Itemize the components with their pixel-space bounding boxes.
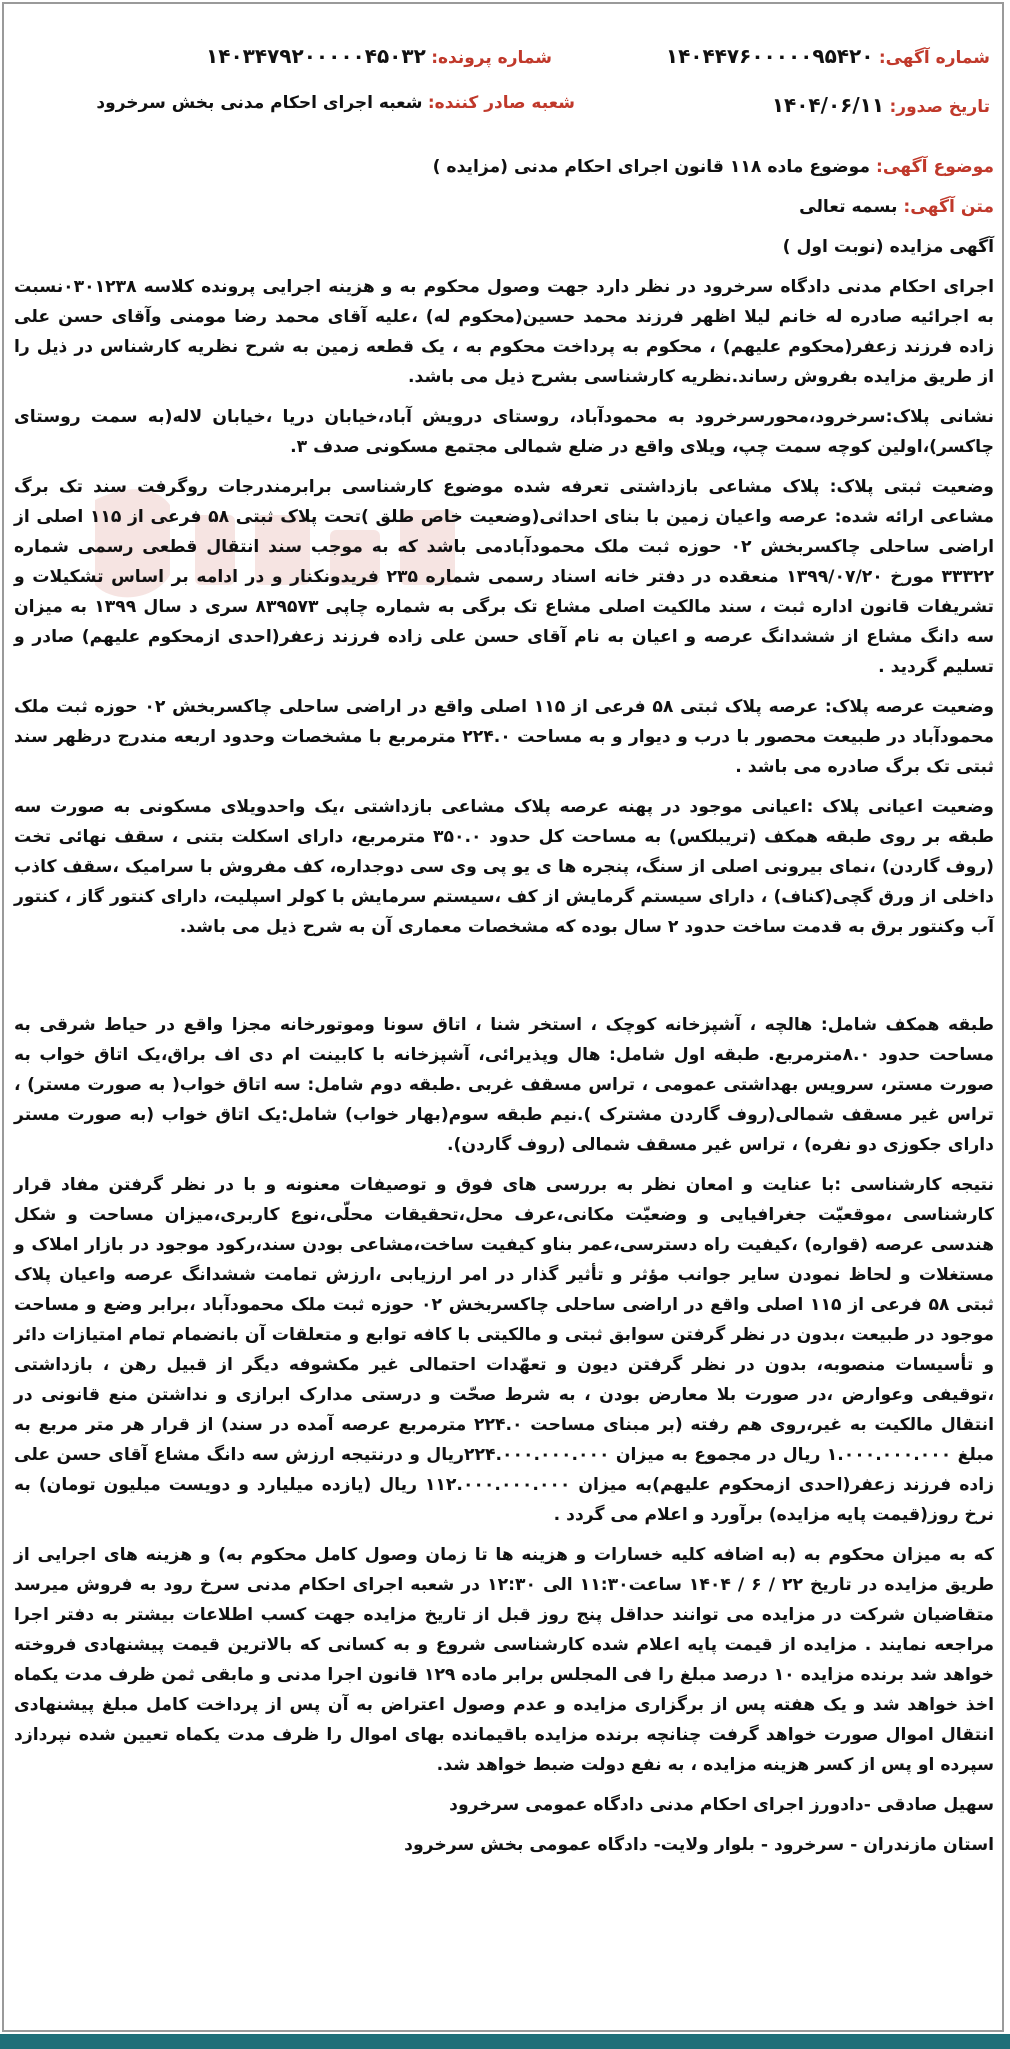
paragraph-registration-status: وضعیت ثبتی پلاک: پلاک مشاعی بازداشتی تعرفه شده موضوع کارشناسی برابرمندرجات روگرفت سند تک برگ مشاعی ارائه شده: عرصه واعیان زمین با بنای احداثی(وضعیت خاص طلق )تحت پلاک ثبتی ۵۸ فرعی از ۱۱۵ اصلی از اراضی ساحلی چاکسربخش ۰۲ حوزه ثبت ملک محمودآبادمی باشد که به موجب سند انتقال قطعی رسمی شماره ۳۳۳۲۲ مورخ ۱۳۹۹/۰۷/۲۰ منعقده در دفتر خانه اسناد رسمی شماره ۲۳۵ فریدونکنار و در ادامه بر اساس تشکیلات و تشریفات قانون اداره ثبت ، سند مالکیت اصلی مشاع تک برگی به شماره چاپی ۸۳۹۵۷۳ سری د سال ۱۳۹۹ به میزان سه دانگ مشاع از ششدانگ عرصه و اعیان به نام آقای حسن علی زاده فرزند زعفر(احدی ازمحکوم علیهم) صادر و تسلیم گردید . (14, 477, 995, 677)
issuer-value: شعبه اجرای احکام مدنی بخش سرخرود (96, 93, 423, 113)
ad-number-label: شماره آگهی: (878, 48, 990, 68)
paragraph-intro: اجرای احکام مدنی دادگاه سرخرود در نظر دارد جهت وصول محکوم به و هزینه اجرایی پرونده کلاسه ۰۳۰۱۲۳۸نسبت به اجرائیه صادره له خانم لیلا اظهر فرزند محمد حسین(محکوم له) ،علیه آقای محمد رضا مومنی وآقای حسن علی زاده فرزند زعفر(محکوم علیهم) ، محکوم به پرداخت محکوم به ، یک قطعه زمین به شرح نظریه کارشناس در ذیل را از طریق مزایده بفروش رساند.نظریه کارشناسی بشرح ذیل می باشد. (14, 277, 994, 387)
paragraph-building-status: وضعیت اعیانی پلاک :اعیانی موجود در پهنه عرصه پلاک مشاعی بازداشتی ،یک واحدویلای مسکونی به صورت سه طبقه بر روی طبقه همکف (تریبلکس) به مساحت کل حدود ۳۵۰.۰ مترمربع، دارای اسکلت بتنی ، سقف نهائی تخت (روف گاردن) ،نمای بیرونی اصلی از سنگ، پنجره ها ی یو پی وی سی دوجداره، کف مفروش با سرامیک ،سقف کاذب داخلی از ورق گچی(کناف) ، دارای سیستم گرمایش از کف ،سیستم سرمایش با کولر اسپلیت، دارای کنتور گاز ، کنتور آب وکنتور برق به قدمت ساخت حدود ۲ سال بوده که مشخصات معماری آن به شرح ذیل می باشد. (14, 797, 994, 937)
issuer-row (96, 93, 575, 113)
issue-date-row (772, 93, 990, 117)
paragraph-address: نشانی پلاک:سرخرود،محورسرخرود به محمودآباد، روستای درویش آباد،خیابان دریا ،خیابان لاله(به سمت روستای چاکسر)،اولین کوچه سمت چپ، ویلای واقع در ضلع شمالی مجتمع مسکونی صدف ۳. (14, 407, 994, 457)
paragraph-floors: طبقه همکف شامل: هالچه ، آشپزخانه کوچک ، استخر شنا ، اتاق سونا وموتورخانه مجزا واقع در حیاط شرقی به مساحت حدود ۸.۰مترمربع. طبقه اول شامل: هال وپذیرائی، آشپزخانه با کابینت ام دی اف براق،یک اتاق خواب به صورت مستر، سرویس بهداشتی عمومی ، تراس مسقف غربی .طبقه دوم شامل: سه اتاق خواب( به صورت مستر) ، تراس غیر مسقف شمالی(روف گاردن مشترک ).نیم طبقه سوم(بهار خواب) شامل:یک اتاق خواب (به صورت مستر دارای جکوزی دو نفره) ، تراس غیر مسقف شمالی (روف گاردن). (14, 1015, 995, 1155)
court-address: استان مازندران - سرخرود - بلوار ولایت- دادگاه عمومی بخش سرخرود (404, 1835, 994, 1855)
issuer-label: شعبه صادر کننده: (427, 93, 575, 113)
issue-date-value: ۱۴۰۴/۰۶/۱۱ (771, 93, 885, 117)
case-number-label: شماره پرونده: (431, 48, 552, 68)
issue-date-label: تاریخ صدور: (889, 97, 990, 117)
spacer (14, 952, 994, 1010)
body-label: متن آگهی: (903, 197, 994, 217)
paragraph-auction-terms: که به میزان محکوم به (به اضافه کلیه خسارات و هزینه ها تا زمان وصول کامل محکوم به) و هزینه های اجرایی از طریق مزایده در تاریخ ۲۲ / ۶ / ۱۴۰۴ ساعت۱۱:۳۰ الی ۱۲:۳۰ در شعبه اجرای احکام مدنی سرخ رود به فروش میرسد متقاضیان شرکت در مزایده می توانند حداقل پنج روز قبل از تاریخ مزایده جهت کسب اطلاعات بیشتر به دفتر اجرا مراجعه نمایند . مزایده از قیمت پایه اعلام شده کارشناسی شروع و به کسانی که بالاترین قیمت پیشنهادی فروخته خواهد شد برنده مزایده ۱۰ درصد مبلغ را فی المجلس برابر ماده ۱۲۹ قانون اجرا مدنی و مابقی ثمن ظرف مدت یکماه اخذ خواهد شد و یک هفته پس از برگزاری مزایده و عدم وصول اعتراض به آن پس از پرداخت کامل مبلغ پیشنهادی انتقال اموال صورت خواهد گرفت چنانچه برنده مزایده باقیمانده بهای اموال را ظرف مدت یکماه تعیین شده نپردازد سپرده او پس از کسر هزینه مزایده ، به نفع دولت ضبط خواهد شد. (14, 1545, 995, 1775)
ad-number-value: ۱۴۰۴۴۷۶۰۰۰۰۰۹۵۴۲۰ (665, 44, 874, 68)
subject-line (14, 152, 994, 182)
subject-value: موضوع ماده ۱۱۸ قانون اجرای احکام مدنی (مزایده ) (432, 157, 870, 177)
signature: سهیل صادقی -دادورز اجرای احکام مدنی دادگاه عمومی سرخرود (449, 1795, 994, 1815)
paragraph-expert-result: نتیجه کارشناسی :با عنایت و امعان نظر به بررسی های فوق و توصیفات معنونه و با در نظر گرفتن مفاد قرار کارشناسی ،موقعیّت جغرافیایی و وضعیّت مکانی،عرف محل،تحقیقات محلّی،نوع کاربری،میزان مساحت و شکل هندسی عرصه (قواره) ،کیفیت راه دسترسی،عمر بناو کیفیت ساخت،مشاعی بودن سند،رکود موجود در بازار املاک و مستغلات و لحاظ نمودن سایر جوانب مؤثر و تأثیر گذار در امر ارزیابی ،ارزش تمامت ششدانگ عرصه واعیان پلاک ثبتی ۵۸ فرعی از ۱۱۵ اصلی واقع در اراضی ساحلی چاکسربخش ۰۲ حوزه ثبت ملک محمودآباد ،برابر وضع و مساحت موجود در طبیعت ،بدون در نظر گرفتن سوابق ثبتی و مالکیتی با کافه توابع و متعلقات آن بانضمام تمام امتیازات دائر و تأسیسات منصوبه، بدون در نظر گرفتن دیون و تعهّدات احتمالی غیر مکشوفه دیگر از قبیل رهن ، بازداشتی ،توقیفی وعوارض ،در صورت بلا معارض بودن ، به شرط صحّت و درستی مدارک ابرازی و نداشتن منع قانونی در انتقال مالکیت به غیر،روی هم رفته (بر مبنای مساحت ۲۲۴.۰ مترمربع عرصه آمده در سند) از قرار هر متر مربع به مبلغ ۱.۰۰۰.۰۰۰.۰۰۰ ریال در مجموع به میزان ۲۲۴.۰۰۰.۰۰۰.۰۰۰ریال و درنتیجه ارزش سه دانگ مشاع آقای حسن علی زاده فرزند زعفر(احدی ازمحکوم علیهم)به میزان ۱۱۲.۰۰۰.۰۰۰.۰۰۰ ریال (یازده میلیارد و دویست میلیون تومان) به نرخ روز(قیمت پایه مزایده) برآورد و اعلام می گردد . (14, 1175, 994, 1525)
case-number-value: ۱۴۰۳۴۷۹۲۰۰۰۰۰۴۵۰۳۲ (206, 44, 426, 68)
paragraph-land-status: وضعیت عرصه پلاک: عرصه پلاک ثبتی ۵۸ فرعی از ۱۱۵ اصلی واقع در اراضی ساحلی چاکسربخش ۰۲ حوزه ثبت ملک محمودآباد در طبیعت محصور با درب و دیوار و به مساحت ۲۲۴.۰ مترمربع با مشخصات وحدود اربعه مندرج درظهر سند ثبتی تک برگ صادره می باشد . (14, 697, 994, 777)
case-number-row (206, 44, 552, 68)
body-label-line (14, 192, 994, 222)
ad-content (14, 152, 994, 1870)
subject-label: موضوع آگهی: (875, 157, 994, 177)
ad-title: آگهی مزایده (نوبت اول ) (782, 237, 994, 257)
ad-number-row (666, 44, 990, 68)
bottom-bar (0, 2034, 1010, 2049)
invocation-text: بسمه تعالی (799, 197, 898, 217)
